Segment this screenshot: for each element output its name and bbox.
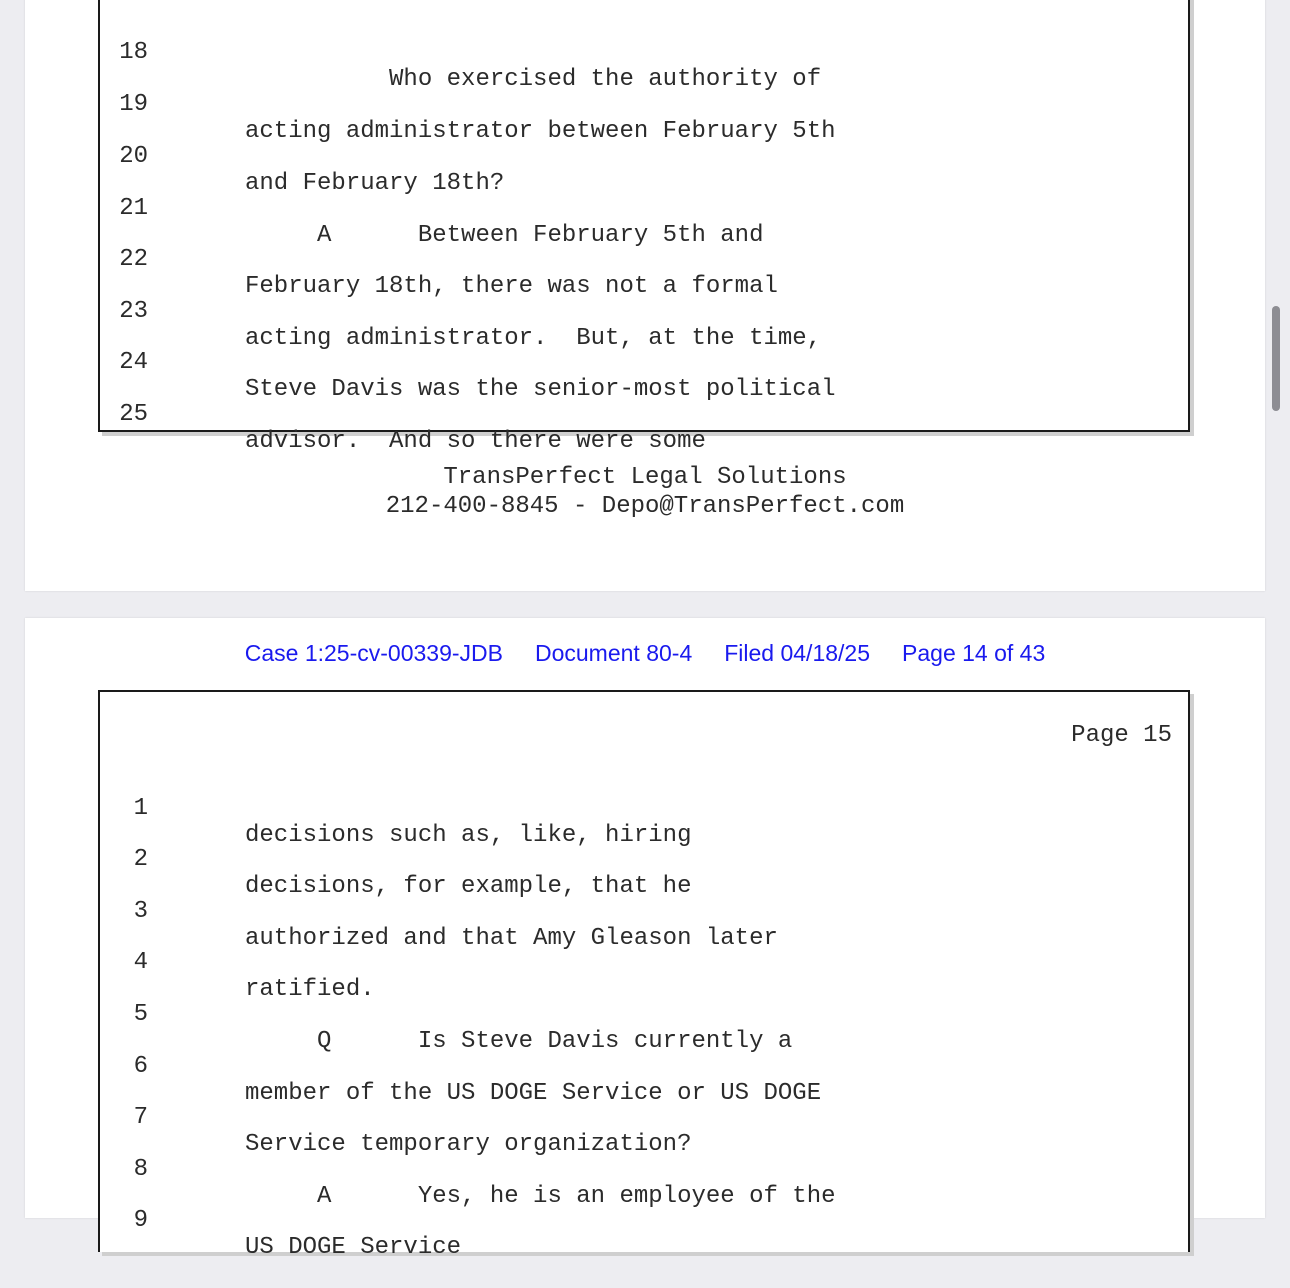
transcript-line: [100, 219, 1188, 300]
line-number: 1: [133, 795, 148, 822]
line-text: authorized and that Amy Gleason later: [245, 925, 778, 952]
line-text: member of the US DOGE Service or US DOGE: [245, 1080, 822, 1107]
transcript-line: [100, 1077, 1188, 1158]
stamp-document: Document 80-4: [534, 640, 693, 666]
line-text: Service temporary organization?: [245, 1131, 692, 1158]
line-number: 19: [119, 91, 148, 118]
court-filing-stamp: [25, 640, 1265, 667]
line-text: February 18th, there was not a formal: [245, 273, 778, 300]
transcript-line: [100, 819, 1188, 900]
line-number: 21: [119, 195, 148, 222]
line-number: 4: [133, 949, 148, 976]
line-number: 18: [119, 39, 148, 66]
transcript-line: [100, 1129, 1188, 1210]
vertical-scrollbar[interactable]: [1272, 306, 1280, 411]
pdf-page-top: [25, 0, 1265, 591]
transcript-line: [100, 871, 1188, 952]
line-text: Who exercised the authority of: [245, 66, 822, 93]
transcript-line: [100, 922, 1188, 1003]
line-text: decisions such as, like, hiring: [245, 822, 692, 849]
line-number: 6: [133, 1053, 148, 1080]
stamp-page-count: Page 14 of 43: [902, 640, 1046, 666]
transcript-line: [100, 322, 1188, 403]
transcript-line: [100, 116, 1188, 197]
stamp-case-number: Case 1:25-cv-00339-JDB: [244, 640, 503, 666]
footer-company: TransPerfect Legal Solutions: [443, 464, 847, 491]
transcript-line: [100, 374, 1188, 455]
pdf-page-bottom: [25, 618, 1265, 1261]
line-number: 23: [119, 298, 148, 325]
line-number: 8: [133, 1156, 148, 1183]
line-number: 9: [133, 1207, 148, 1234]
line-number: 24: [119, 349, 148, 376]
line-text: A Between February 5th and: [245, 222, 764, 249]
line-text: and February 18th?: [245, 170, 505, 197]
line-text: acting administrator between February 5th: [245, 118, 836, 145]
line-text: Steve Davis was the senior-most political: [245, 376, 836, 403]
line-text: advisor. And so there were some: [245, 428, 706, 455]
transcript-line: [100, 271, 1188, 352]
transcript-box-top: [98, 0, 1190, 455]
transcript-line: [100, 12, 1188, 93]
transcript-line: [100, 974, 1188, 1055]
line-number: 5: [133, 1001, 148, 1028]
line-number: 2: [133, 846, 148, 873]
footer-contact: 212-400-8845 - Depo@TransPerfect.com: [385, 493, 905, 520]
stamp-filed-date: Filed 04/18/25: [724, 640, 871, 666]
transcript-box-bottom: [98, 690, 1190, 1261]
line-text: US DOGE Service: [245, 1234, 462, 1261]
line-number: 20: [119, 143, 148, 170]
line-text: A Yes, he is an employee of the: [245, 1183, 836, 1210]
line-text: ratified.: [245, 976, 375, 1003]
line-text: Q Is Steve Davis currently a: [245, 1028, 793, 1055]
transcript-line: [100, 64, 1188, 145]
transcript-line: [100, 1026, 1188, 1107]
line-text: decisions, for example, that he: [245, 873, 692, 900]
line-number: 7: [133, 1104, 148, 1131]
transcript-page-label: Page 15: [1071, 722, 1172, 749]
line-number: 3: [133, 898, 148, 925]
transcript-line: [100, 768, 1188, 849]
line-number: 25: [119, 401, 148, 428]
transcript-line: [100, 168, 1188, 249]
line-text: acting administrator. But, at the time,: [245, 325, 822, 352]
transcript-line: [100, 1180, 1188, 1261]
line-number: 22: [119, 246, 148, 273]
